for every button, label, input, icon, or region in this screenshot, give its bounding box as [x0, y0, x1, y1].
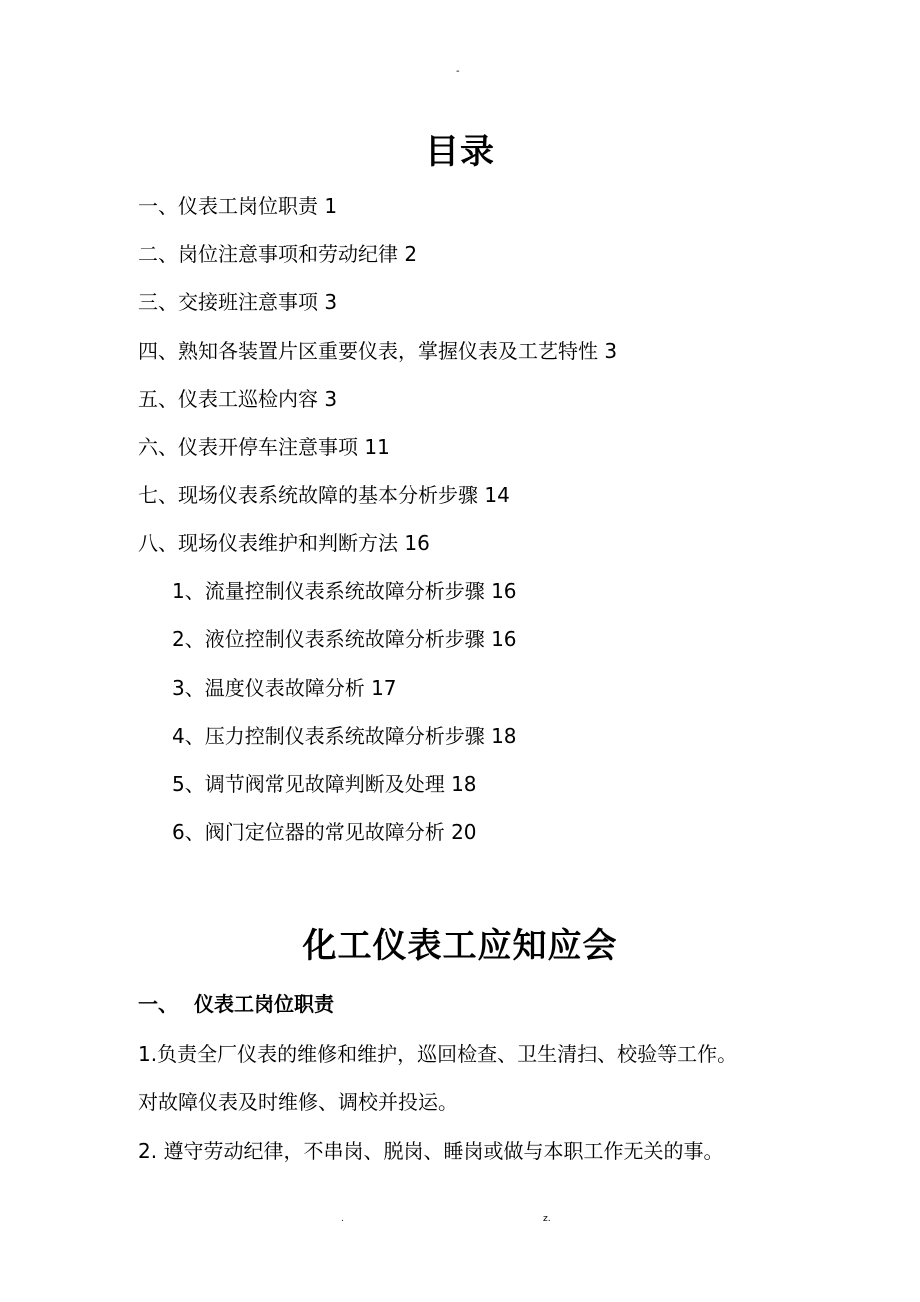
document-title: 化工仪表工应知应会: [302, 926, 618, 966]
toc-subentry[interactable]: 6、阀门定位器的常见故障分析 20: [172, 820, 477, 844]
section-heading-text: 仪表工岗位职责: [194, 992, 334, 1016]
toc-entry[interactable]: 八、现场仪表维护和判断方法 16: [138, 531, 430, 555]
section-heading: [138, 988, 334, 1020]
toc-subentry[interactable]: 3、温度仪表故障分析 17: [172, 676, 397, 700]
toc-entry[interactable]: 三、交接班注意事项 3: [138, 290, 338, 314]
page-header-mark: -: [456, 66, 460, 77]
page-footer-right-mark: z.: [543, 1214, 551, 1224]
toc-subentry[interactable]: 5、调节阀常见故障判断及处理 18: [172, 772, 477, 796]
body-paragraph: 2. 遵守劳动纪律，不串岗、脱岗、睡岗或做与本职工作无关的事。: [138, 1139, 724, 1163]
body-paragraph: 1.负责全厂仪表的维修和维护，巡回检查、卫生清扫、校验等工作。: [138, 1042, 738, 1066]
toc-entry[interactable]: 六、仪表开停车注意事项 11: [138, 435, 390, 459]
toc-entry[interactable]: 七、现场仪表系统故障的基本分析步骤 14: [138, 483, 510, 507]
toc-entry[interactable]: 四、熟知各装置片区重要仪表，掌握仪表及工艺特性 3: [138, 339, 618, 363]
toc-subentry[interactable]: 1、流量控制仪表系统故障分析步骤 16: [172, 579, 517, 603]
toc-entry[interactable]: 一、仪表工岗位职责 1: [138, 194, 338, 218]
toc-entry[interactable]: 二、岗位注意事项和劳动纪律 2: [138, 242, 418, 266]
toc-title: 目录: [425, 132, 495, 172]
page-footer-left-mark: .: [341, 1214, 344, 1224]
toc-entry[interactable]: 五、仪表工巡检内容 3: [138, 387, 338, 411]
body-paragraph: 对故障仪表及时维修、调校并投运。: [138, 1090, 458, 1114]
toc-subentry[interactable]: 4、压力控制仪表系统故障分析步骤 18: [172, 724, 517, 748]
toc-subentry[interactable]: 2、液位控制仪表系统故障分析步骤 16: [172, 627, 517, 651]
section-number: 一、: [138, 992, 178, 1016]
